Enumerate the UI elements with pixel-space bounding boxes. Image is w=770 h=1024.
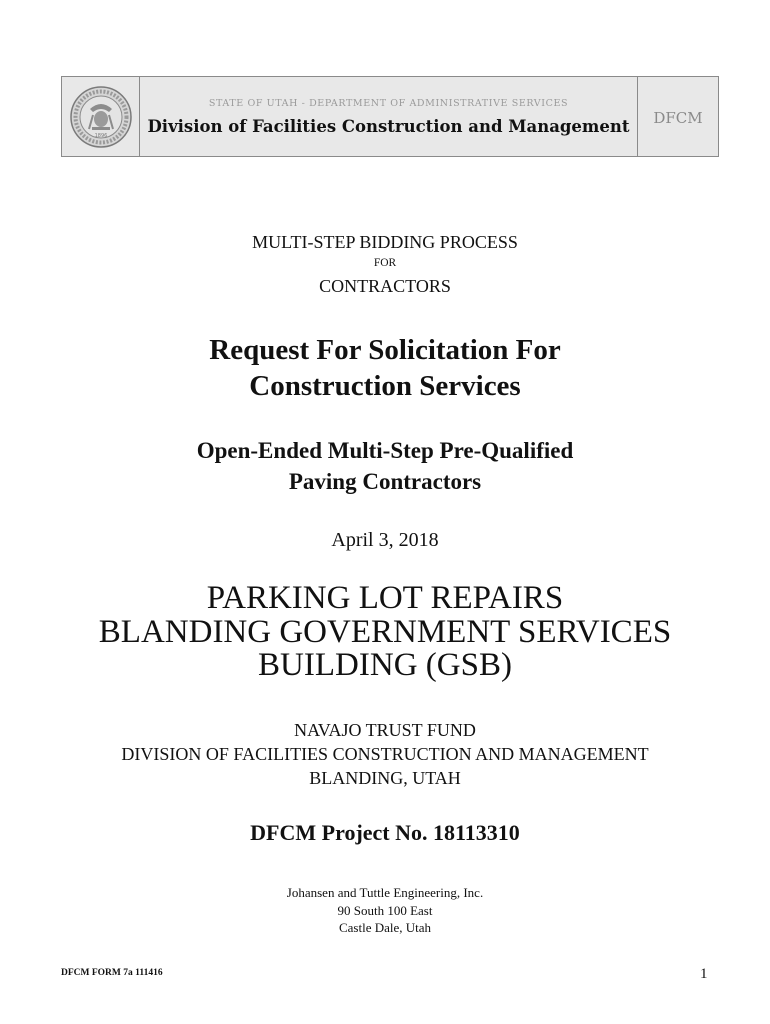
state-of-utah-seal-icon: [69, 85, 133, 149]
page-number: 1: [700, 966, 708, 982]
agency-abbreviation: DFCM: [653, 109, 703, 127]
project-title-line3: BUILDING (GSB): [258, 647, 512, 683]
project-title-line2: BLANDING GOVERNMENT SERVICES: [98, 614, 672, 650]
qualification-line2: Paving Contractors: [288, 469, 482, 494]
letterhead-box: [61, 76, 719, 157]
owner-line3: BLANDING, UTAH: [309, 768, 461, 788]
process-for: FOR: [373, 257, 397, 269]
division-name: Division of Facilities Construction and Management: [147, 116, 630, 136]
process-audience: CONTRACTORS: [319, 276, 451, 296]
engineer-city: Castle Dale, Utah: [338, 920, 432, 935]
process-title: MULTI-STEP BIDDING PROCESS: [252, 232, 518, 252]
issue-date: April 3, 2018: [331, 529, 439, 551]
svg-text:1896: 1896: [94, 132, 107, 139]
form-number: DFCM FORM 7a 111416: [61, 968, 163, 978]
qualification-line1: Open-Ended Multi-Step Pre-Qualified: [196, 438, 574, 463]
agency-name: STATE OF UTAH - DEPARTMENT OF ADMINISTRATIVE SERVICES: [208, 97, 569, 109]
seal-cell: [62, 77, 140, 156]
engineer-street: 90 South 100 East: [337, 903, 433, 918]
project-title-line1: PARKING LOT REPAIRS: [206, 580, 564, 616]
request-title-line2: Construction Services: [249, 370, 521, 402]
project-number: DFCM Project No. 18113310: [250, 820, 520, 845]
letterhead-title-cell: [140, 77, 638, 156]
engineer-name: Johansen and Tuttle Engineering, Inc.: [286, 885, 484, 900]
owner-line1: NAVAJO TRUST FUND: [294, 720, 476, 740]
owner-line2: DIVISION OF FACILITIES CONSTRUCTION AND MANAGEMENT: [121, 744, 649, 764]
request-title-line1: Request For Solicitation For: [209, 334, 561, 366]
